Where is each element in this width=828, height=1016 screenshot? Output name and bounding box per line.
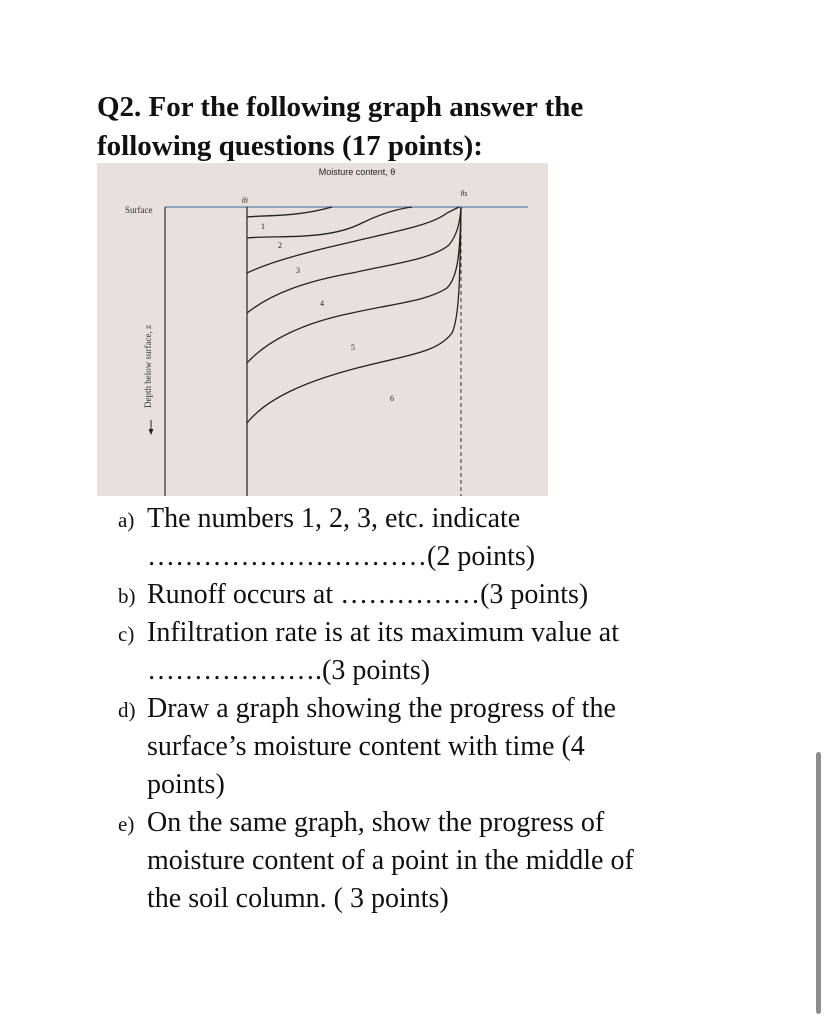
question-e-letter: e): [118, 812, 135, 836]
question-e: [118, 804, 808, 918]
question-d-line-3: points): [147, 769, 225, 800]
curve-label-4: 4: [320, 299, 324, 308]
question-a-line-2: …………………………(2 points): [147, 541, 536, 572]
question-d-line-2: surface’s moisture content with time (4: [147, 731, 585, 762]
curve-label-3: 3: [296, 266, 300, 275]
sub-questions: [118, 500, 808, 918]
question-title-line-1: Q2. For the following graph answer the: [97, 91, 584, 123]
question-b-line-1: Runoff occurs at ……………(3 points): [147, 579, 589, 610]
moisture-profile-figure: [97, 163, 548, 496]
profile-curve-3: [247, 207, 459, 273]
curve-label-6: 6: [390, 394, 394, 403]
profile-curve-1: [247, 207, 332, 217]
question-e-line-1: On the same graph, show the progress of: [147, 807, 605, 838]
question-c: [118, 614, 808, 690]
question-e-line-3: the soil column. ( 3 points): [147, 883, 449, 914]
profile-curve-5: [247, 207, 461, 363]
surface-label: Surface: [125, 205, 153, 215]
question-a-letter: a): [118, 508, 135, 532]
question-a: [118, 500, 808, 576]
depth-axis-label: Depth below surface, z: [143, 325, 153, 408]
question-d: [118, 690, 808, 804]
question-title: [97, 88, 757, 166]
question-b-letter: b): [118, 584, 136, 608]
question-e-line-2: moisture content of a point in the middle of: [147, 845, 634, 876]
question-b: [118, 576, 808, 614]
profile-curve-6: [247, 207, 461, 423]
question-c-letter: c): [118, 622, 135, 646]
question-d-letter: d): [118, 698, 136, 722]
curve-label-2: 2: [278, 241, 282, 250]
question-c-line-2: ……………….(3 points): [147, 655, 431, 686]
question-d-line-1: Draw a graph showing the progress of the: [147, 693, 616, 724]
curve-label-1: 1: [261, 222, 265, 231]
moisture-profile-svg: [97, 163, 548, 496]
question-title-line-2: following questions (17 points):: [97, 130, 483, 162]
depth-arrow-head: [149, 429, 154, 435]
curve-label-5: 5: [351, 343, 355, 352]
theta-saturated-label: θs: [460, 189, 468, 198]
vertical-scrollbar[interactable]: [816, 752, 821, 1014]
theta-initial-label: θi: [241, 196, 249, 205]
question-a-line-1: The numbers 1, 2, 3, etc. indicate: [147, 503, 521, 534]
question-c-line-1: Infiltration rate is at its maximum value at: [147, 617, 619, 648]
figure-caption: Moisture content, θ: [318, 167, 396, 177]
